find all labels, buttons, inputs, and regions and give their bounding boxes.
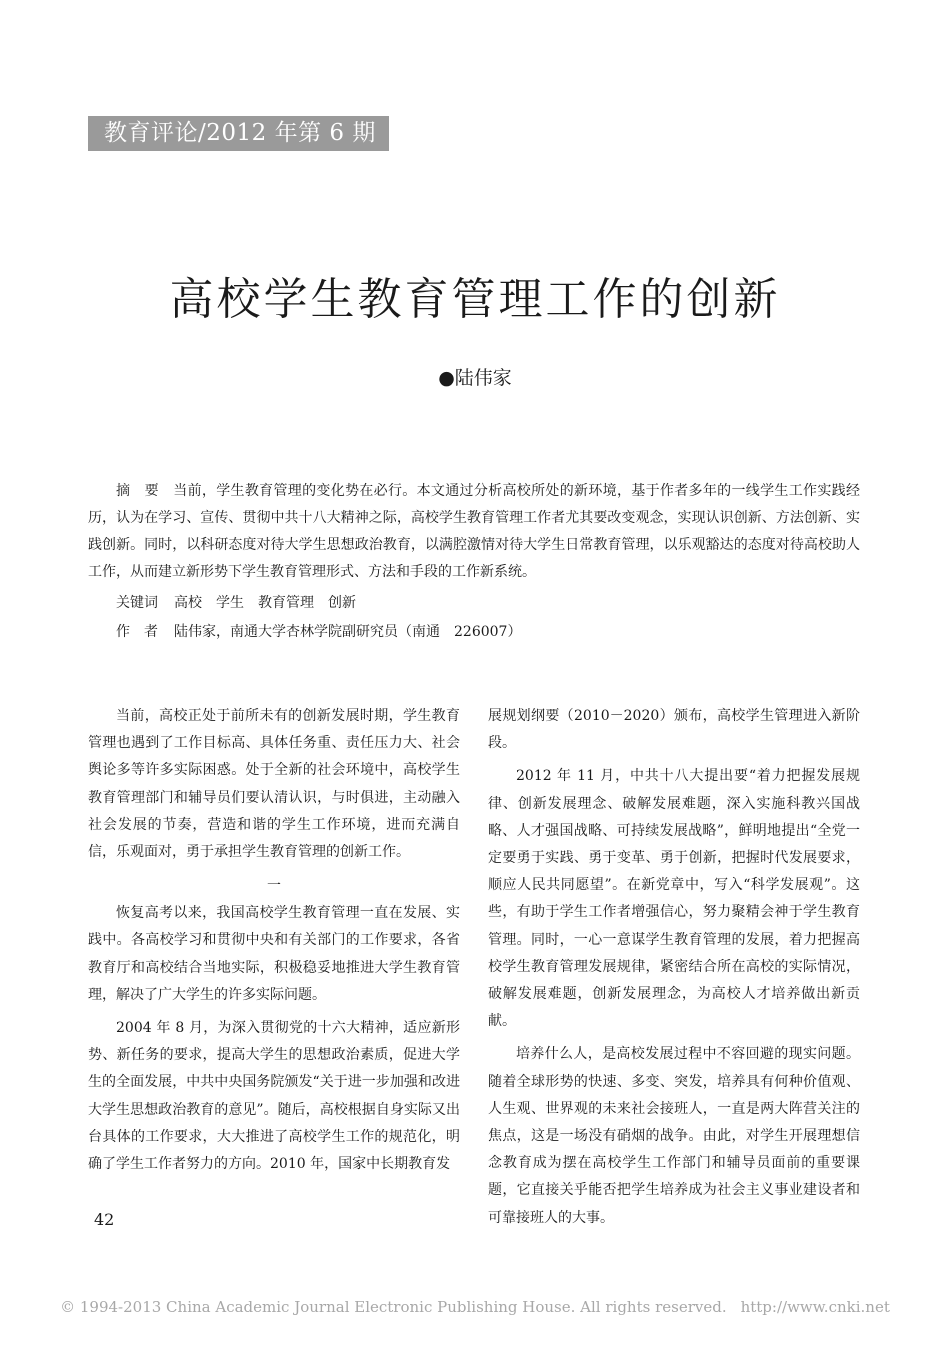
journal-issue-banner [88, 116, 389, 151]
body-paragraph: 2004 年 8 月，为深入贯彻党的十六大精神，适应新形势、新任务的要求，提高大学生的思想政治素质，促进大学生的全面发展，中共中央国务院颁发“关于进一步加强和改进大学生思想政治教育的意见”。随后，高校根据自身实际又出台具体的工作要求，大大推进了高校学生工作的规范化，明确了学生工作者努力的方向。2010 年，国家中长期教育发 [88, 1020, 460, 1173]
body-paragraph: 2012 年 11 月，中共十八大提出要“着力把握发展规律、创新发展理念、破解发展难题，深入实施科教兴国战略、人才强国战略、可持续发展战略”，鲜明地提出“全党一定要勇于实践、勇于变革、勇于创新，把握时代发展要求，顺应人民共同愿望”。在新党章中，写入“科学发展观”。这些，有助于学生工作者增强信心，努力聚精会神于学生教育管理。同时，一心一意谋学生教育管理的发展，着力把握高校学生教育管理发展规律，紧密结合所在高校的实际情况，破解发展难题，创新发展理念，为高校人才培养做出新贡献。 [488, 768, 860, 1030]
copyright-footer [0, 1298, 950, 1316]
body-paragraph-continued: 展规划纲要（2010－2020）颁布，高校学生管理进入新阶段。 [488, 708, 860, 752]
body-paragraph: 恢复高考以来，我国高校学生教育管理一直在发展、实践中。各高校学习和贯彻中央和有关部门的工作要求，各省教育厅和高校结合当地实际，积极稳妥地推进大学生教育管理，解决了广大学生的许多实际问题。 [88, 905, 460, 1003]
abstract-text: 摘 要 当前，学生教育管理的变化势在必行。本文通过分析高校所处的新环境，基于作者多年的一线学生工作实践经历，认为在学习、宣传、贯彻中共十八大精神之际，高校学生教育管理工作者尤其要改变观念，实现认识创新、方法创新、实践创新。同时，以科研态度对待大学生思想政治教育，以满腔激情对待大学生日常教育管理，以乐观豁达的态度对待高校助人工作，从而建立新形势下学生教育管理形式、方法和手段的工作新系统。 [88, 483, 860, 580]
body-paragraph: 培养什么人，是高校发展过程中不容回避的现实问题。随着全球形势的快速、多变、突发，培养具有何种价值观、人生观、世界观的未来社会接班人，一直是两大阵营关注的焦点，这是一场没有硝烟的战争。由此，对学生开展理想信念教育成为摆在高校学生工作部门和辅导员面前的重要课题，它直接关乎能否把学生培养成为社会主义事业建设者和可靠接班人的大事。 [488, 1046, 860, 1226]
author-info-value: 陆伟家，南通大学杏林学院副研究员（南通 226007） [174, 624, 522, 640]
article-author: ●陆伟家 [438, 367, 512, 389]
body-paragraph: 当前，高校正处于前所未有的创新发展时期，学生教育管理也遇到了工作目标高、具体任务重、责任压力大、社会舆论多等许多实际困惑。处于全新的社会环境中，高校学生教育管理部门和辅导员们要认清认识，与时俱进，主动融入社会发展的节奏，营造和谐的学生工作环境，进而充满自信，乐观面对，勇于承担学生教育管理的创新工作。 [88, 708, 460, 861]
author-info-line [116, 621, 521, 643]
abstract [88, 478, 860, 586]
keywords-line [116, 592, 356, 614]
keywords-value: 高校 学生 教育管理 创新 [174, 595, 356, 611]
section-heading: 一 [267, 878, 281, 895]
keywords-label: 关键词 [116, 595, 158, 611]
article-title: 高校学生教育管理工作的创新 [169, 274, 781, 325]
page-number: 42 [94, 1210, 115, 1229]
author-info-label: 作 者 [116, 624, 158, 640]
journal-issue-label: 教育评论/2012 年第 6 期 [104, 120, 376, 146]
body-column-left [88, 703, 460, 1184]
footer-url: http://www.cnki.net [740, 1298, 890, 1316]
copyright-text: © 1994-2013 China Academic Journal Electronic Publishing House. All rights reserved. [60, 1298, 727, 1316]
body-column-right [488, 703, 860, 1238]
